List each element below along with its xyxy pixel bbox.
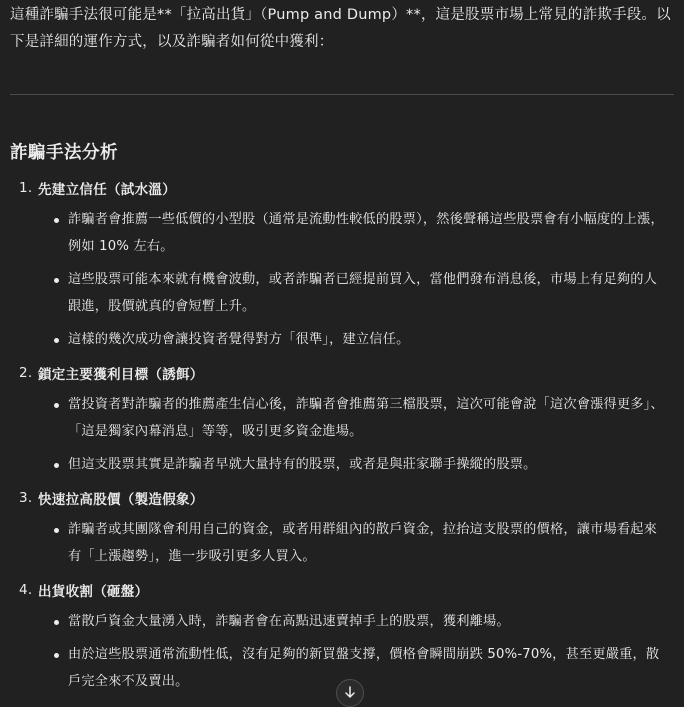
step-heading [10, 174, 674, 201]
step-number: 2. [19, 364, 33, 381]
step-item [10, 484, 674, 570]
step-heading [10, 484, 674, 511]
step-number: 4. [19, 581, 33, 598]
bullet-list [10, 206, 674, 353]
bullet-item: 詐騙者或其團隊會利用自己的資金，或者用群組內的散戶資金，拉抬這支股票的價格，讓市場看起來有「上漲趨勢」，進一步吸引更多人買入。 [10, 516, 674, 570]
scroll-to-bottom-button[interactable] [336, 679, 364, 707]
step-title: 快速拉高股價（製造假象） [38, 491, 204, 508]
bullet-item: 當投資者對詐騙者的推薦產生信心後，詐騙者會推薦第三檔股票，這次可能會說「這次會漲得更多」、「這是獨家內幕消息」等等，吸引更多資金進場。 [10, 391, 674, 445]
section-heading: 詐騙手法分析 [10, 143, 118, 163]
step-heading [10, 359, 674, 386]
step-number: 1. [19, 179, 33, 196]
step-item [10, 359, 674, 478]
bullet-item: 詐騙者會推薦一些低價的小型股（通常是流動性較低的股票），然後聲稱這些股票會有小幅度的上漲，例如 10% 左右。 [10, 206, 674, 260]
step-item [10, 576, 674, 695]
bullet-item: 當散戶資金大量湧入時，詐騙者會在高點迅速賣掉手上的股票，獲利離場。 [10, 608, 674, 635]
bullet-item: 由於這些股票通常流動性低，沒有足夠的新買盤支撐，價格會瞬間崩跌 50%-70%，甚至更嚴重，散戶完全來不及賣出。 [10, 641, 674, 695]
bullet-list [10, 516, 674, 570]
intro-paragraph: 這種詐騙手法很可能是**「拉高出貨」（Pump and Dump）**，這是股票市場上常見的詐欺手段。以下是詳細的運作方式，以及詐騙者如何從中獲利： [10, 7, 671, 50]
step-heading [10, 576, 674, 603]
step-title: 出貨收割（砸盤） [38, 583, 149, 600]
steps-list [10, 174, 674, 701]
step-title: 鎖定主要獲利目標（誘餌） [38, 366, 204, 383]
arrow-down-icon [343, 684, 357, 703]
chat-message [10, 0, 674, 689]
bullet-item: 這樣的幾次成功會讓投資者覺得對方「很準」，建立信任。 [10, 326, 674, 353]
bullet-list [10, 391, 674, 478]
bullet-item: 這些股票可能本來就有機會波動，或者詐騙者已經提前買入，當他們發布消息後，市場上有足夠的人跟進，股價就真的會短暫上升。 [10, 266, 674, 320]
step-title: 先建立信任（試水溫） [38, 181, 176, 198]
horizontal-divider [10, 94, 674, 95]
step-item [10, 174, 674, 353]
step-number: 3. [19, 489, 33, 506]
bullet-item: 但這支股票其實是詐騙者早就大量持有的股票，或者是與莊家聯手操縱的股票。 [10, 451, 674, 478]
